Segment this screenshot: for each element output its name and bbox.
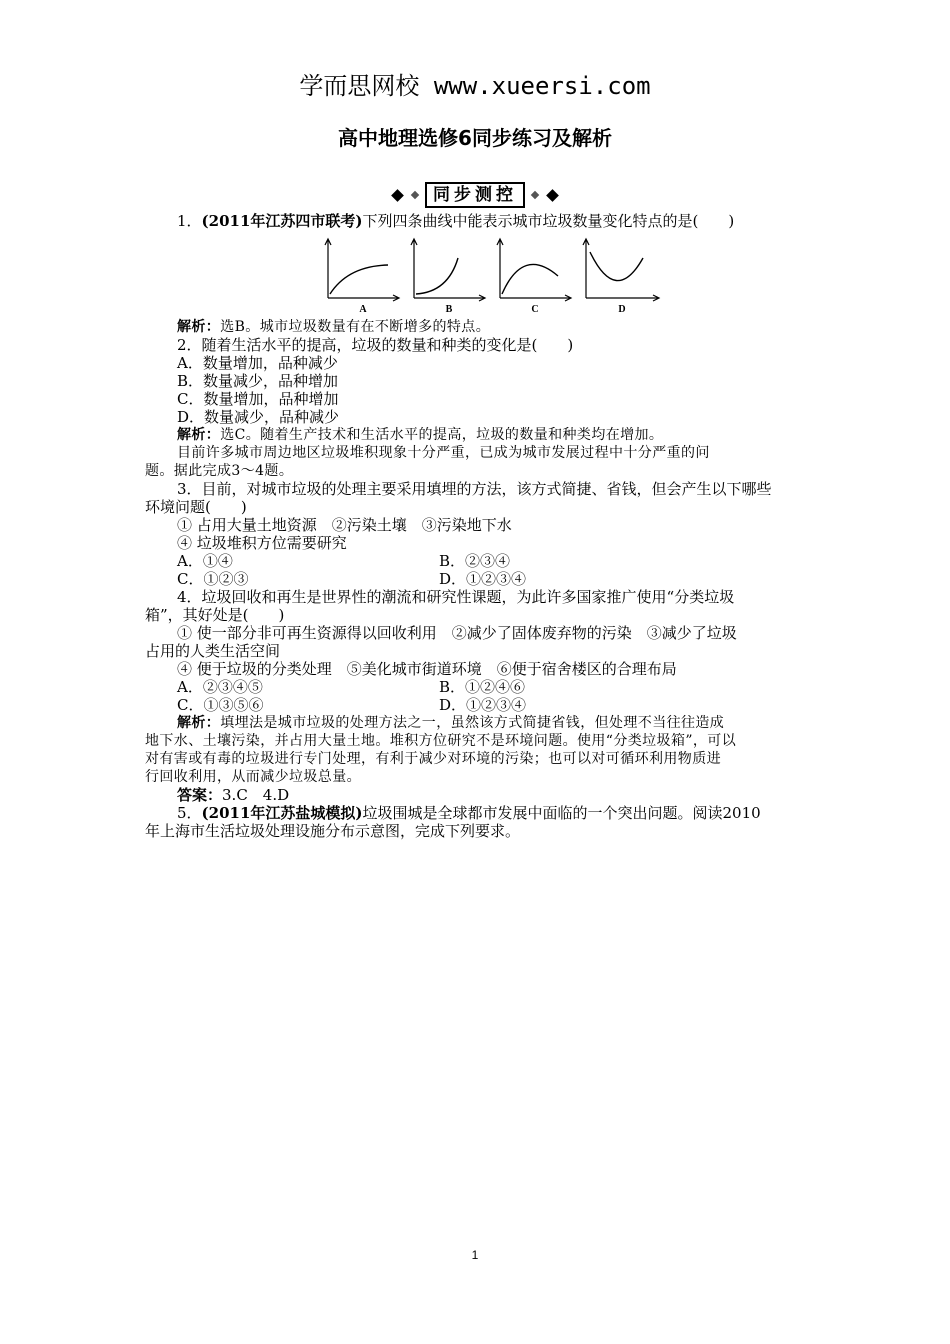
option: B．数量减少，品种增加 [177,372,339,390]
analysis-3-4: 对有害或有毒的垃圾进行专门处理，有利于减少对环境的污染；也可以对可循环利用物质进 [145,751,721,767]
curve-label-b: B [445,304,453,315]
question-4-items: ④ 便于垃圾的分类处理 ⑤美化城市街道环境 ⑥便于宿舍楼区的合理布局 [177,660,677,678]
page-number: 1 [471,1248,479,1262]
question-3-items: ① 占用大量土地资源 ②污染土壤 ③污染地下水 [177,516,512,534]
question-3-items: ④ 垃圾堆积方位需要研究 [177,534,347,552]
diamond-icon [391,189,404,202]
analysis-3-4: 地下水、土壤污染，并占用大量土地。堆积方位研究不是环境问题。使用“分类垃圾箱”，可以 [145,733,737,749]
material-text: 题。据此完成3～4题。 [145,463,294,479]
option: C．①③⑤⑥ [177,696,264,714]
question-3-stem: 3．目前，对城市垃圾的处理主要采用填埋的方法，该方式简捷、省钱，但会产生以下哪些 [177,480,772,498]
option: B．①②④⑥ [439,678,526,696]
page-title: 高中地理选修6同步练习及解析 [338,126,612,150]
option-row [145,696,810,714]
analysis-3-4: 行回收利用，从而减少垃圾总量。 [145,769,361,785]
option-row [145,678,810,696]
option: A．数量增加，品种减少 [177,354,338,372]
option-row [145,552,810,570]
question-2-stem: 2．随着生活水平的提高，垃圾的数量和种类的变化是( ) [177,336,574,354]
option: C．数量增加，品种增加 [177,390,339,408]
question-1-stem: 1．(2011年江苏四市联考)下列四条曲线中能表示城市垃圾数量变化特点的是( ) [177,212,735,230]
section-banner [0,182,950,208]
option: B．②③④ [439,552,511,570]
question-2-analysis: 解析：选C。随着生产技术和生活水平的提高，垃圾的数量和种类均在增加。 [177,427,664,443]
option: D．①②③④ [439,696,527,714]
diamond-icon [546,189,559,202]
curve-label-c: C [531,304,539,315]
diamond-icon [411,191,419,199]
question-source: (2011年江苏四市联考) [201,212,363,230]
question-5-stem: 年上海市生活垃圾处理设施分布示意图，完成下列要求。 [145,822,521,840]
section-title: 同步测控 [425,182,525,208]
question-5-stem: 5．(2011年江苏盐城模拟)垃圾围城是全球都市发展中面临的一个突出问题。阅读2010 [177,804,761,822]
diamond-icon [531,191,539,199]
question-4-items: ① 使一部分非可再生资源得以回收利用 ②减少了固体废弃物的污染 ③减少了垃圾 [177,624,737,642]
document-body [145,212,810,840]
question-4-items: 占用的人类生活空间 [145,642,281,660]
curve-label-d: D [618,304,626,315]
option: A．①④ [177,552,233,570]
option: A．②③④⑤ [177,678,263,696]
analysis-3-4: 解析：填埋法是城市垃圾的处理方法之一，虽然该方式简捷省钱，但处理不当往往造成 [177,715,725,731]
question-4-stem: 箱”，其好处是( ) [145,606,285,624]
question-3-stem: 环境问题( ) [145,498,247,516]
option: C．①②③ [177,570,249,588]
material-text: 目前许多城市周边地区垃圾堆积现象十分严重，已成为城市发展过程中十分严重的问 [177,445,710,461]
question-4-stem: 4．垃圾回收和再生是世界性的潮流和研究性课题，为此许多国家推广使用“分类垃圾 [177,588,735,606]
option: D．数量减少，品种减少 [177,408,340,426]
site-watermark: 学而思网校 www.xueersi.com [299,72,651,100]
question-1-analysis: 解析：选B。城市垃圾数量有在不断增多的特点。 [177,319,491,335]
curve-label-a: A [359,304,367,315]
option-row [145,570,810,588]
option: D．①②③④ [439,570,527,588]
question-source: (2011年江苏盐城模拟) [201,804,363,822]
figure-spacer [145,230,810,318]
answer: 答案：3.C 4.D [177,786,290,804]
